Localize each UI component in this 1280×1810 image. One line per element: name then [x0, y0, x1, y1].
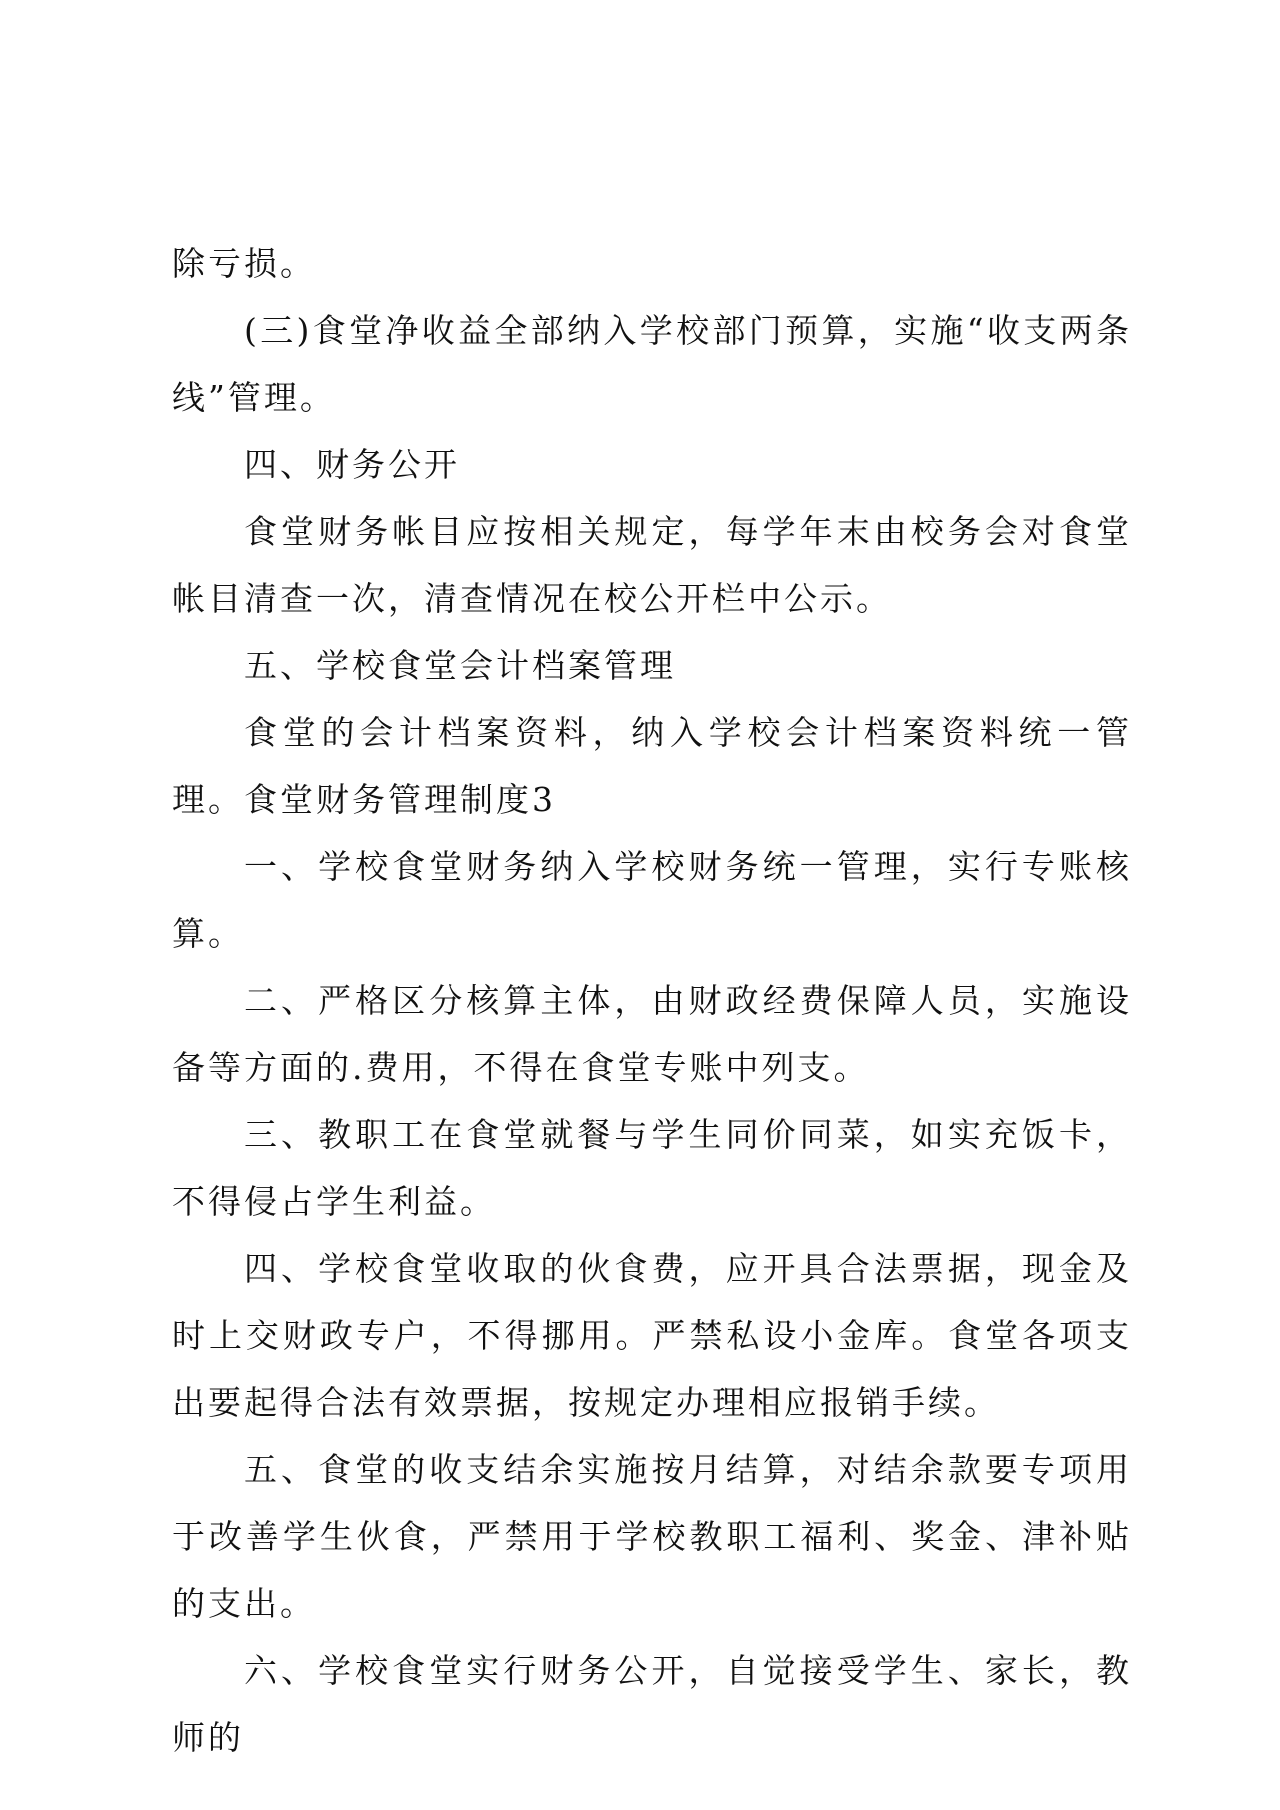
document-body	[172, 230, 1132, 1771]
paragraph: (三)食堂净收益全部纳入学校部门预算，实施“收支两条线”管理。	[172, 311, 1132, 417]
list-item: 五、食堂的收支结余实施按月结算，对结余款要专项用于改善学生伙食，严禁用于学校教职工福利、奖金、津补贴的支出。	[172, 1450, 1132, 1623]
list-item: 四、学校食堂收取的伙食费，应开具合法票据，现金及时上交财政专户，不得挪用。严禁私设小金库。食堂各项支出要起得合法有效票据，按规定办理相应报销手续。	[172, 1249, 1132, 1422]
list-item: 六、学校食堂实行财务公开，自觉接受学生、家长，教师的	[172, 1651, 1132, 1757]
list-item: 三、教职工在食堂就餐与学生同价同菜，如实充饭卡，不得侵占学生利益。	[172, 1115, 1132, 1221]
paragraph-continuation: 除亏损。	[172, 244, 316, 283]
list-item: 二、严格区分核算主体，由财政经费保障人员，实施设备等方面的.费用，不得在食堂专账中列支。	[172, 981, 1132, 1087]
section-heading: 五、学校食堂会计档案管理	[244, 646, 676, 685]
paragraph: 食堂财务帐目应按相关规定，每学年末由校务会对食堂帐目清查一次，清查情况在校公开栏中公示。	[172, 512, 1132, 618]
paragraph: 食堂的会计档案资料，纳入学校会计档案资料统一管理。食堂财务管理制度3	[172, 713, 1132, 819]
list-item: 一、学校食堂财务纳入学校财务统一管理，实行专账核算。	[172, 847, 1132, 953]
section-heading: 四、财务公开	[244, 445, 460, 484]
